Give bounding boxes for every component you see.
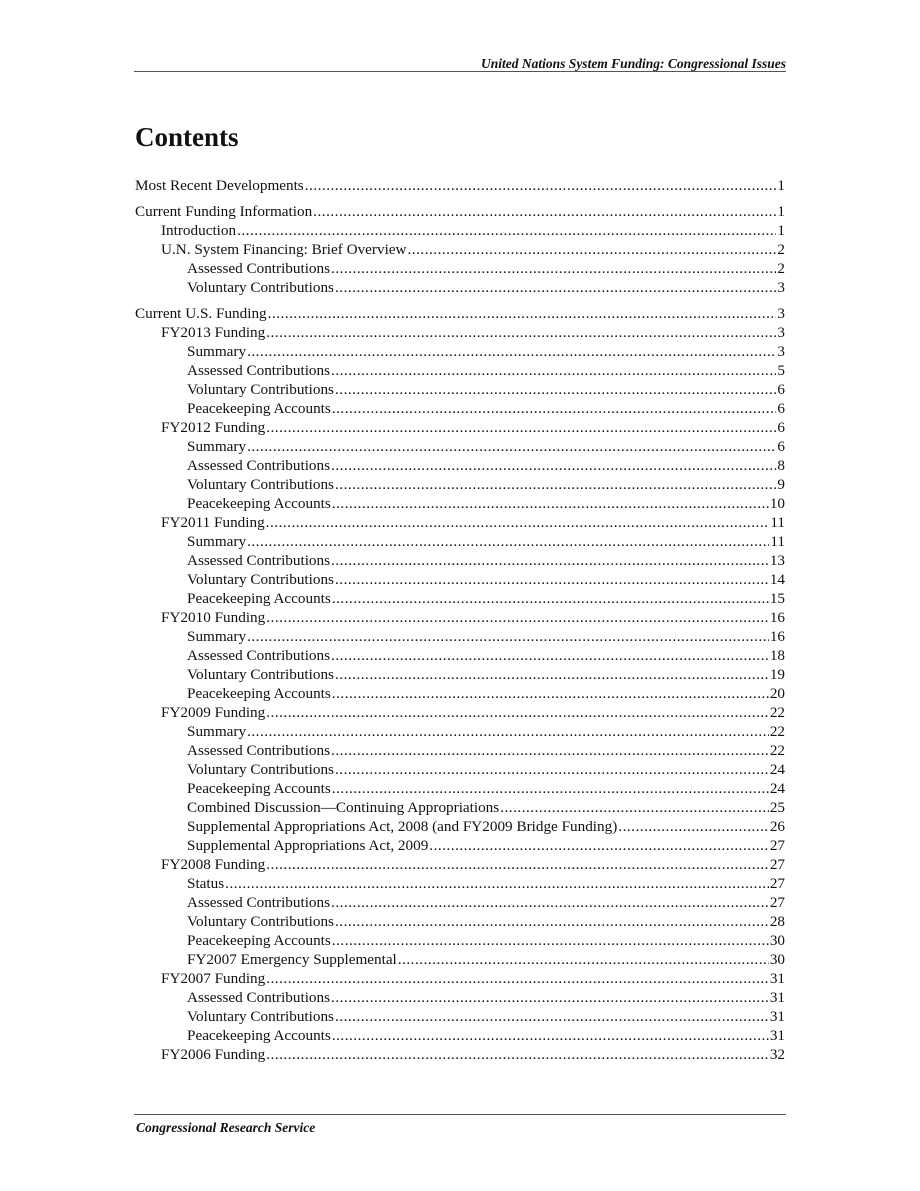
dot-leader [408,240,777,259]
toc-entry-label: Summary [187,628,247,645]
toc-entry-label: Voluntary Contributions [187,1008,334,1025]
dot-leader [335,380,776,399]
dot-leader [335,278,776,297]
dot-leader [332,1026,769,1045]
toc-entry-label: FY2007 Funding [161,970,266,987]
toc-entry-page: 16 [769,609,785,626]
toc-entry-label: U.N. System Financing: Brief Overview [161,241,407,258]
toc-entry-page: 27 [769,875,785,892]
toc-entry[interactable] [135,988,785,1007]
toc-entry[interactable] [135,475,785,494]
toc-entry-label: FY2013 Funding [161,324,266,341]
dot-leader [266,703,769,722]
header-rule [134,71,786,72]
toc-entry[interactable] [135,703,785,722]
dot-leader [247,437,776,456]
toc-entry-label: Voluntary Contributions [187,476,334,493]
toc-entry[interactable] [135,304,785,323]
toc-entry-page: 22 [769,742,785,759]
toc-entry-label: Peacekeeping Accounts [187,932,331,949]
toc-entry-label: Voluntary Contributions [187,913,334,930]
toc-entry-page: 15 [769,590,785,607]
dot-leader [266,608,769,627]
dot-leader [266,323,776,342]
toc-entry[interactable] [135,221,785,240]
toc-entry-label: FY2012 Funding [161,419,266,436]
dot-leader [266,1045,769,1064]
toc-entry-page: 24 [769,780,785,797]
toc-entry-label: FY2011 Funding [161,514,265,531]
toc-entry-page: 16 [769,628,785,645]
dot-leader [331,551,769,570]
toc-entry-page: 3 [777,279,785,296]
running-footer: Congressional Research Service [136,1120,316,1135]
dot-leader [331,646,769,665]
toc-entry-page: 1 [777,222,785,239]
dot-leader [429,836,769,855]
toc-entry[interactable] [135,176,785,195]
dot-leader [335,1007,769,1026]
toc-entry-page: 2 [777,260,785,277]
toc-entry-label: FY2009 Funding [161,704,266,721]
toc-entry[interactable] [135,589,785,608]
toc-entry-page: 31 [769,989,785,1006]
toc-entry[interactable] [135,494,785,513]
toc-entry[interactable] [135,779,785,798]
toc-entry-page: 5 [777,362,785,379]
toc-entry[interactable] [135,608,785,627]
dot-leader [305,176,777,195]
toc-entry[interactable] [135,627,785,646]
toc-entry[interactable] [135,1007,785,1026]
toc-entry[interactable] [135,1045,785,1064]
dot-leader [247,342,776,361]
toc-entry-page: 27 [769,856,785,873]
dot-leader [331,988,769,1007]
toc-entry-label: Summary [187,438,247,455]
toc-entry-label: Summary [187,533,247,550]
toc-entry-label: Voluntary Contributions [187,381,334,398]
toc-entry-label: Combined Discussion—Continuing Appropriations [187,799,500,816]
toc-entry-label: Assessed Contributions [187,260,331,277]
dot-leader [313,202,776,221]
dot-leader [247,722,769,741]
toc-entry-label: Supplemental Appropriations Act, 2008 (and FY2009 Bridge Funding) [187,818,618,835]
toc-entry[interactable] [135,1026,785,1045]
dot-leader [331,259,776,278]
toc-entry[interactable] [135,418,785,437]
dot-leader [331,741,769,760]
toc-entry[interactable] [135,722,785,741]
dot-leader [335,475,776,494]
toc-entry-page: 11 [770,514,785,531]
toc-entry[interactable] [135,798,785,817]
toc-entry[interactable] [135,665,785,684]
dot-leader [500,798,769,817]
dot-leader [247,627,769,646]
toc-entry[interactable] [135,912,785,931]
toc-entry-label: Status [187,875,225,892]
toc-entry-label: Peacekeeping Accounts [187,685,331,702]
toc-entry[interactable] [135,741,785,760]
toc-entry-label: Voluntary Contributions [187,571,334,588]
toc-entry-label: FY2007 Emergency Supplemental [187,951,397,968]
toc-entry[interactable] [135,570,785,589]
toc-entry-label: Summary [187,723,247,740]
toc-entry[interactable] [135,437,785,456]
toc-entry[interactable] [135,532,785,551]
toc-entry[interactable] [135,259,785,278]
toc-entry-page: 22 [769,704,785,721]
toc-entry-label: Supplemental Appropriations Act, 2009 [187,837,429,854]
dot-leader [247,532,769,551]
dot-leader [398,950,769,969]
toc-entry[interactable] [135,817,785,836]
dot-leader [266,855,769,874]
dot-leader [332,589,769,608]
toc-entry-page: 6 [777,381,785,398]
toc-entry-page: 1 [777,177,785,194]
toc-entry-page: 27 [769,837,785,854]
toc-entry-page: 18 [769,647,785,664]
toc-entry-page: 25 [769,799,785,816]
toc-entry-page: 10 [769,495,785,512]
toc-entry-page: 2 [777,241,785,258]
toc-entry[interactable] [135,931,785,950]
toc-entry[interactable] [135,323,785,342]
dot-leader [335,912,769,931]
toc-entry-label: Peacekeeping Accounts [187,1027,331,1044]
dot-leader [266,969,769,988]
toc-entry[interactable] [135,855,785,874]
toc-entry-page: 3 [777,343,785,360]
toc-entry-label: Peacekeeping Accounts [187,400,331,417]
toc-entry-page: 20 [769,685,785,702]
toc-entry[interactable] [135,513,785,532]
toc-entry-label: Summary [187,343,247,360]
toc-entry[interactable] [135,456,785,475]
toc-entry-label: Voluntary Contributions [187,666,334,683]
toc-entry-label: Peacekeeping Accounts [187,590,331,607]
dot-leader [331,893,769,912]
dot-leader [332,684,769,703]
dot-leader [266,418,776,437]
toc-entry-page: 9 [777,476,785,493]
footer-rule [134,1114,786,1115]
dot-leader [335,760,769,779]
dot-leader [618,817,769,836]
toc-entry-label: Assessed Contributions [187,894,331,911]
toc-entry-label: Most Recent Developments [135,177,304,194]
toc-entry-page: 24 [769,761,785,778]
toc-entry-label: FY2010 Funding [161,609,266,626]
toc-entry-page: 11 [770,533,785,550]
toc-entry-label: Peacekeeping Accounts [187,495,331,512]
toc-entry-label: FY2008 Funding [161,856,266,873]
toc-entry-page: 14 [769,571,785,588]
toc-entry-page: 32 [769,1046,785,1063]
page-title: Contents [135,122,239,152]
toc-entry-page: 27 [769,894,785,911]
dot-leader [332,779,769,798]
toc-entry-label: Voluntary Contributions [187,761,334,778]
toc-entry-label: FY2006 Funding [161,1046,266,1063]
toc-entry[interactable] [135,202,785,221]
toc-entry[interactable] [135,950,785,969]
dot-leader [225,874,769,893]
toc-entry-page: 31 [769,1008,785,1025]
toc-entry-label: Assessed Contributions [187,989,331,1006]
toc-entry-page: 3 [777,305,785,322]
toc-entry[interactable] [135,380,785,399]
toc-entry[interactable] [135,969,785,988]
toc-entry-page: 28 [769,913,785,930]
toc-entry-label: Introduction [161,222,237,239]
dot-leader [237,221,776,240]
dot-leader [266,513,770,532]
toc-entry-label: Assessed Contributions [187,742,331,759]
toc-entry-label: Assessed Contributions [187,552,331,569]
toc-entry[interactable] [135,760,785,779]
toc-entry-label: Assessed Contributions [187,457,331,474]
toc-entry-label: Assessed Contributions [187,362,331,379]
toc-entry[interactable] [135,342,785,361]
toc-entry-page: 30 [769,951,785,968]
toc-entry-label: Current U.S. Funding [135,305,267,322]
toc-entry[interactable] [135,278,785,297]
toc-entry-page: 6 [777,419,785,436]
toc-entry[interactable] [135,836,785,855]
toc-entry[interactable] [135,399,785,418]
toc-entry[interactable] [135,646,785,665]
toc-entry-page: 30 [769,932,785,949]
toc-entry-page: 3 [777,324,785,341]
toc-entry-page: 31 [769,1027,785,1044]
toc-entry-page: 1 [777,203,785,220]
dot-leader [331,361,776,380]
toc-entry[interactable] [135,361,785,380]
dot-leader [335,665,769,684]
toc-entry-page: 26 [769,818,785,835]
toc-entry-page: 8 [777,457,785,474]
toc-entry-page: 13 [769,552,785,569]
toc-entry-page: 22 [769,723,785,740]
dot-leader [331,456,776,475]
toc-entry-label: Peacekeeping Accounts [187,780,331,797]
toc-entry-label: Assessed Contributions [187,647,331,664]
toc-entry[interactable] [135,684,785,703]
running-header: United Nations System Funding: Congressional Issues [481,56,786,71]
toc-entry-page: 31 [769,970,785,987]
toc-entry-page: 6 [777,438,785,455]
toc-entry[interactable] [135,874,785,893]
dot-leader [335,570,769,589]
toc-entry-label: Current Funding Information [135,203,313,220]
toc-entry[interactable] [135,551,785,570]
toc-entry-page: 19 [769,666,785,683]
dot-leader [332,494,769,513]
toc-entry[interactable] [135,240,785,259]
table-of-contents [135,176,785,1064]
dot-leader [332,399,777,418]
dot-leader [268,304,777,323]
toc-entry-label: Voluntary Contributions [187,279,334,296]
toc-entry[interactable] [135,893,785,912]
toc-entry-page: 6 [777,400,785,417]
dot-leader [332,931,769,950]
